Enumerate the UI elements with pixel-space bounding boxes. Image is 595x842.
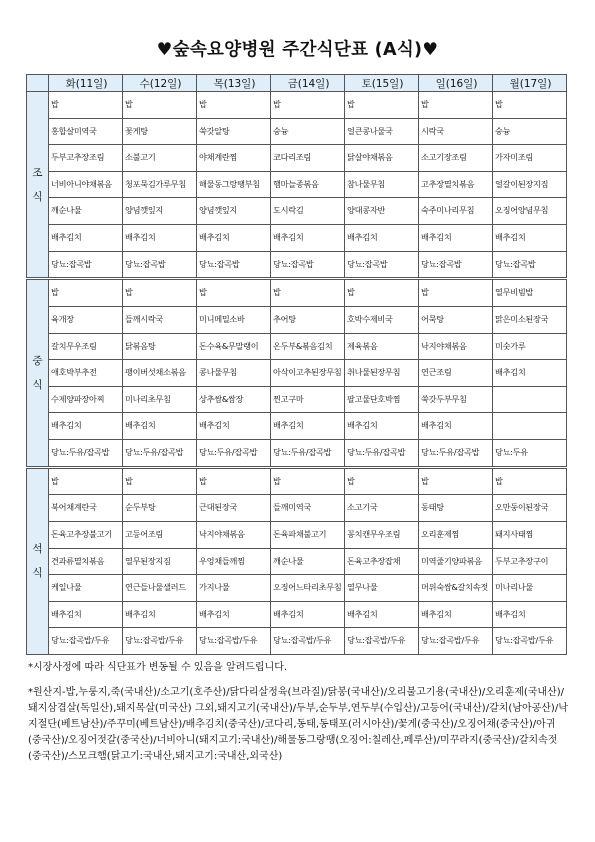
menu-cell: 얼갈이된장지짐 bbox=[493, 171, 567, 198]
menu-cell: 낙지야채볶음 bbox=[197, 521, 271, 548]
menu-cell: 밥 bbox=[345, 279, 419, 307]
menu-cell: 양념깻잎지 bbox=[197, 198, 271, 225]
menu-cell: 미나리나물 bbox=[493, 575, 567, 602]
menu-cell: 너비아니야채볶음 bbox=[49, 171, 123, 198]
menu-cell: 가자미조림 bbox=[493, 145, 567, 172]
menu-cell bbox=[493, 413, 567, 440]
menu-cell: 오리훈제찜 bbox=[419, 521, 493, 548]
menu-row bbox=[27, 439, 567, 467]
menu-cell: 밥 bbox=[49, 279, 123, 307]
menu-cell: 배추김치 bbox=[345, 224, 419, 251]
menu-cell: 당뇨:잡곡밥/두유 bbox=[49, 628, 123, 655]
menu-cell: 배추김치 bbox=[271, 413, 345, 440]
menu-cell: 미니메밀소바 bbox=[197, 306, 271, 333]
menu-cell: 취나물된장무침 bbox=[345, 360, 419, 387]
menu-cell: 순두부탕 bbox=[123, 495, 197, 522]
menu-cell: 육개장 bbox=[49, 306, 123, 333]
meal-label-char: 식 bbox=[32, 378, 43, 391]
menu-cell: 배추김치 bbox=[419, 224, 493, 251]
menu-cell: 밥 bbox=[197, 92, 271, 119]
menu-cell: 오징어양념무침 bbox=[493, 198, 567, 225]
menu-row bbox=[27, 198, 567, 225]
corner-cell bbox=[27, 75, 49, 92]
menu-cell: 찐고구마 bbox=[271, 386, 345, 413]
menu-cell: 소고기장조림 bbox=[419, 145, 493, 172]
menu-cell: 콩나물무침 bbox=[197, 360, 271, 387]
menu-row bbox=[27, 467, 567, 495]
menu-cell: 당뇨:두유/잡곡밥 bbox=[197, 439, 271, 467]
menu-cell: 두부고추장조림 bbox=[49, 145, 123, 172]
menu-cell: 열무비빔밥 bbox=[493, 279, 567, 307]
menu-cell: 쑥갓두부무침 bbox=[419, 386, 493, 413]
menu-cell: 당뇨:잡곡밥 bbox=[197, 251, 271, 279]
menu-cell: 동태탕 bbox=[419, 495, 493, 522]
menu-cell: 연근조림 bbox=[419, 360, 493, 387]
menu-cell: 야채계란찜 bbox=[197, 145, 271, 172]
menu-cell: 당뇨:잡곡밥 bbox=[123, 251, 197, 279]
menu-cell: 온두부&볶음김치 bbox=[271, 333, 345, 360]
notice-text: *시장사정에 따라 식단표가 변동될 수 있음을 알려드립니다. bbox=[28, 662, 288, 673]
menu-cell: 숭늉 bbox=[493, 118, 567, 145]
menu-row bbox=[27, 360, 567, 387]
menu-cell: 숙주미나리무침 bbox=[419, 198, 493, 225]
menu-cell: 연근들나물샐러드 bbox=[123, 575, 197, 602]
menu-cell: 당뇨:잡곡밥/두유 bbox=[197, 628, 271, 655]
menu-cell: 배추김치 bbox=[493, 601, 567, 628]
menu-cell: 견과류멸치볶음 bbox=[49, 548, 123, 575]
menu-body bbox=[27, 92, 567, 655]
menu-cell: 당뇨:잡곡밥 bbox=[49, 251, 123, 279]
menu-cell: 돼지사태찜 bbox=[493, 521, 567, 548]
menu-cell: 배추김치 bbox=[123, 601, 197, 628]
menu-cell: 배추김치 bbox=[123, 224, 197, 251]
menu-cell: 닭볶음탕 bbox=[123, 333, 197, 360]
menu-cell: 미역줄기양파볶음 bbox=[419, 548, 493, 575]
day-header: 월(17일) bbox=[493, 75, 567, 92]
menu-cell: 우엉채들깨찜 bbox=[197, 548, 271, 575]
menu-cell: 배추김치 bbox=[271, 224, 345, 251]
menu-cell: 밥 bbox=[49, 92, 123, 119]
menu-cell: 밥 bbox=[271, 467, 345, 495]
origin-text: *원산지-밥,누룽지,죽(국내산)/소고기(호주산)/닭다리살정육(브라질)/닭봉(국내산)/오리불고기용(국내산)/오리훈제(국내산)/돼지삼겹살(독일산),돼지목살(미국산) 그외,돼지고기(국내산)/두부,순두부,연두부(수입산)/고등어(국내산)/갈치(남아공산)/낙지절단(베트남산)/주꾸미(베트남산)/배추김치(중국산)/코다리,동태,동태포(러시아산)/꽃게(중국산)/오징어채(중국산)/아귀(중국산)/오징어젓갈(중국산)/너비아니(돼지고기:국내산)/해물동그랑땡(오징어:칠레산,페루산)/미꾸라지(중국산)/갈치속젓(중국산)/스모크햄(닭고기:국내산,돼지고기:국내산,외국산) bbox=[28, 687, 568, 762]
menu-cell: 당뇨:잡곡밥 bbox=[345, 251, 419, 279]
menu-cell: 돈육고추장잡채 bbox=[345, 548, 419, 575]
page-title: ♥숲속요양병원 주간식단표 (A식)♥ bbox=[156, 40, 439, 60]
menu-cell: 오징어느타리초무침 bbox=[271, 575, 345, 602]
menu-cell: 밥 bbox=[197, 467, 271, 495]
menu-cell: 배추김치 bbox=[197, 224, 271, 251]
day-header: 토(15일) bbox=[345, 75, 419, 92]
menu-cell: 제육볶음 bbox=[345, 333, 419, 360]
menu-cell: 양대콩자반 bbox=[345, 198, 419, 225]
menu-cell: 얼큰콩나물국 bbox=[345, 118, 419, 145]
menu-row bbox=[27, 521, 567, 548]
menu-row bbox=[27, 386, 567, 413]
menu-cell: 당뇨:잡곡밥/두유 bbox=[345, 628, 419, 655]
menu-cell: 당뇨:두유/잡곡밥 bbox=[49, 439, 123, 467]
menu-cell: 밥 bbox=[419, 279, 493, 307]
weekly-menu-table bbox=[26, 74, 567, 655]
menu-cell: 아삭이고추된장무침 bbox=[271, 360, 345, 387]
menu-row bbox=[27, 92, 567, 119]
menu-cell: 밥 bbox=[419, 467, 493, 495]
day-header: 일(16일) bbox=[419, 75, 493, 92]
meal-label-char: 식 bbox=[32, 567, 43, 580]
menu-row bbox=[27, 224, 567, 251]
menu-cell: 배추김치 bbox=[493, 224, 567, 251]
menu-row bbox=[27, 575, 567, 602]
menu-cell: 배추김치 bbox=[49, 601, 123, 628]
menu-cell: 오만둥이된장국 bbox=[493, 495, 567, 522]
meal-label-char: 중 bbox=[32, 354, 43, 367]
menu-cell: 가지나물 bbox=[197, 575, 271, 602]
menu-cell: 배추김치 bbox=[49, 413, 123, 440]
menu-cell: 애호박부추전 bbox=[49, 360, 123, 387]
menu-cell: 코다리조림 bbox=[271, 145, 345, 172]
menu-cell: 당뇨:두유/잡곡밥 bbox=[419, 439, 493, 467]
menu-cell: 갈치무우조림 bbox=[49, 333, 123, 360]
menu-row bbox=[27, 251, 567, 279]
menu-cell: 머위숙쌈&갈치속젓 bbox=[419, 575, 493, 602]
menu-cell: 참나물무침 bbox=[345, 171, 419, 198]
menu-cell: 상추쌈&쌈장 bbox=[197, 386, 271, 413]
menu-row bbox=[27, 495, 567, 522]
menu-cell: 열무나물 bbox=[345, 575, 419, 602]
menu-cell: 밥 bbox=[493, 467, 567, 495]
menu-cell: 미숫가루 bbox=[493, 333, 567, 360]
menu-cell: 밥 bbox=[419, 92, 493, 119]
menu-cell: 배추김치 bbox=[271, 601, 345, 628]
menu-cell: 배추김치 bbox=[493, 360, 567, 387]
menu-cell: 밥 bbox=[197, 279, 271, 307]
menu-cell: 당뇨:잡곡밥 bbox=[271, 251, 345, 279]
menu-cell: 꽁치캔무우조림 bbox=[345, 521, 419, 548]
menu-cell: 돈육고추장불고기 bbox=[49, 521, 123, 548]
meal-label-char: 조 bbox=[32, 166, 43, 179]
menu-cell: 고추장멸치볶음 bbox=[419, 171, 493, 198]
menu-cell: 당뇨:두유 bbox=[493, 439, 567, 467]
menu-cell: 케일나물 bbox=[49, 575, 123, 602]
day-header: 화(11일) bbox=[49, 75, 123, 92]
menu-cell: 열무된장지짐 bbox=[123, 548, 197, 575]
menu-cell: 배추김치 bbox=[197, 601, 271, 628]
menu-cell: 소고기국 bbox=[345, 495, 419, 522]
menu-cell: 호박수제비국 bbox=[345, 306, 419, 333]
menu-row bbox=[27, 171, 567, 198]
meal-label bbox=[27, 92, 49, 279]
menu-cell: 밥 bbox=[49, 467, 123, 495]
menu-cell: 들깨미역국 bbox=[271, 495, 345, 522]
menu-cell: 밥 bbox=[271, 279, 345, 307]
menu-cell: 배추김치 bbox=[345, 601, 419, 628]
menu-cell: 근대된장국 bbox=[197, 495, 271, 522]
menu-cell bbox=[493, 386, 567, 413]
menu-cell: 배추김치 bbox=[419, 413, 493, 440]
notes bbox=[28, 660, 568, 774]
menu-cell: 당뇨:잡곡밥/두유 bbox=[493, 628, 567, 655]
meal-label bbox=[27, 279, 49, 467]
menu-cell: 배추김치 bbox=[49, 224, 123, 251]
menu-cell: 햄마늘종볶음 bbox=[271, 171, 345, 198]
menu-cell: 고등어조림 bbox=[123, 521, 197, 548]
menu-cell: 청포묵김가루무침 bbox=[123, 171, 197, 198]
menu-row bbox=[27, 306, 567, 333]
menu-cell: 미나리초무침 bbox=[123, 386, 197, 413]
meal-label-char: 석 bbox=[32, 543, 43, 556]
meal-label bbox=[27, 467, 49, 654]
day-header: 목(13일) bbox=[197, 75, 271, 92]
menu-row bbox=[27, 118, 567, 145]
menu-cell: 깨순나물 bbox=[49, 198, 123, 225]
menu-cell: 어묵탕 bbox=[419, 306, 493, 333]
menu-cell: 맑은미소된장국 bbox=[493, 306, 567, 333]
menu-cell: 밥 bbox=[271, 92, 345, 119]
menu-cell: 당뇨:잡곡밥/두유 bbox=[419, 628, 493, 655]
menu-cell: 추어탕 bbox=[271, 306, 345, 333]
menu-cell: 시락국 bbox=[419, 118, 493, 145]
menu-cell: 밥 bbox=[345, 467, 419, 495]
menu-row bbox=[27, 333, 567, 360]
menu-row bbox=[27, 145, 567, 172]
menu-cell: 숭늉 bbox=[271, 118, 345, 145]
menu-cell: 배추김치 bbox=[419, 601, 493, 628]
menu-cell: 당뇨:두유/잡곡밥 bbox=[345, 439, 419, 467]
menu-cell: 밥 bbox=[123, 92, 197, 119]
menu-cell: 당뇨:잡곡밥/두유 bbox=[271, 628, 345, 655]
menu-cell: 깨순나물 bbox=[271, 548, 345, 575]
menu-cell: 돈육파채불고기 bbox=[271, 521, 345, 548]
menu-cell: 닭살야채볶음 bbox=[345, 145, 419, 172]
menu-cell: 배추김치 bbox=[345, 413, 419, 440]
day-header: 수(12일) bbox=[123, 75, 197, 92]
menu-cell: 도시락김 bbox=[271, 198, 345, 225]
menu-cell: 밥 bbox=[493, 92, 567, 119]
menu-cell: 밥 bbox=[123, 279, 197, 307]
menu-cell: 해물동그랑땡부침 bbox=[197, 171, 271, 198]
menu-cell: 양념깻잎지 bbox=[123, 198, 197, 225]
menu-cell: 배추김치 bbox=[123, 413, 197, 440]
menu-cell: 당뇨:두유/잡곡밥 bbox=[123, 439, 197, 467]
menu-cell: 팔고물단호박찜 bbox=[345, 386, 419, 413]
menu-cell: 배추김치 bbox=[197, 413, 271, 440]
menu-row bbox=[27, 279, 567, 307]
day-header-row bbox=[27, 75, 567, 92]
menu-cell: 당뇨:잡곡밥/두유 bbox=[123, 628, 197, 655]
menu-cell: 낙지야채볶음 bbox=[419, 333, 493, 360]
menu-cell: 북어채계란국 bbox=[49, 495, 123, 522]
menu-cell: 소불고기 bbox=[123, 145, 197, 172]
menu-cell: 당뇨:잡곡밥 bbox=[493, 251, 567, 279]
day-header: 금(14일) bbox=[271, 75, 345, 92]
menu-cell: 밥 bbox=[123, 467, 197, 495]
menu-cell: 두부고추장구이 bbox=[493, 548, 567, 575]
menu-cell: 쑥갓알탕 bbox=[197, 118, 271, 145]
menu-cell: 팽이버섯채소볶음 bbox=[123, 360, 197, 387]
menu-cell: 꽃게탕 bbox=[123, 118, 197, 145]
menu-cell: 돈수육&무말랭이 bbox=[197, 333, 271, 360]
menu-row bbox=[27, 628, 567, 655]
menu-cell: 밥 bbox=[345, 92, 419, 119]
menu-cell: 홍합살미역국 bbox=[49, 118, 123, 145]
menu-row bbox=[27, 601, 567, 628]
menu-row bbox=[27, 413, 567, 440]
meal-label-char: 식 bbox=[32, 190, 43, 203]
menu-cell: 수제양파장아찌 bbox=[49, 386, 123, 413]
menu-cell: 당뇨:잡곡밥 bbox=[419, 251, 493, 279]
menu-cell: 들깨시락국 bbox=[123, 306, 197, 333]
menu-row bbox=[27, 548, 567, 575]
menu-cell: 당뇨:두유/잡곡밥 bbox=[271, 439, 345, 467]
